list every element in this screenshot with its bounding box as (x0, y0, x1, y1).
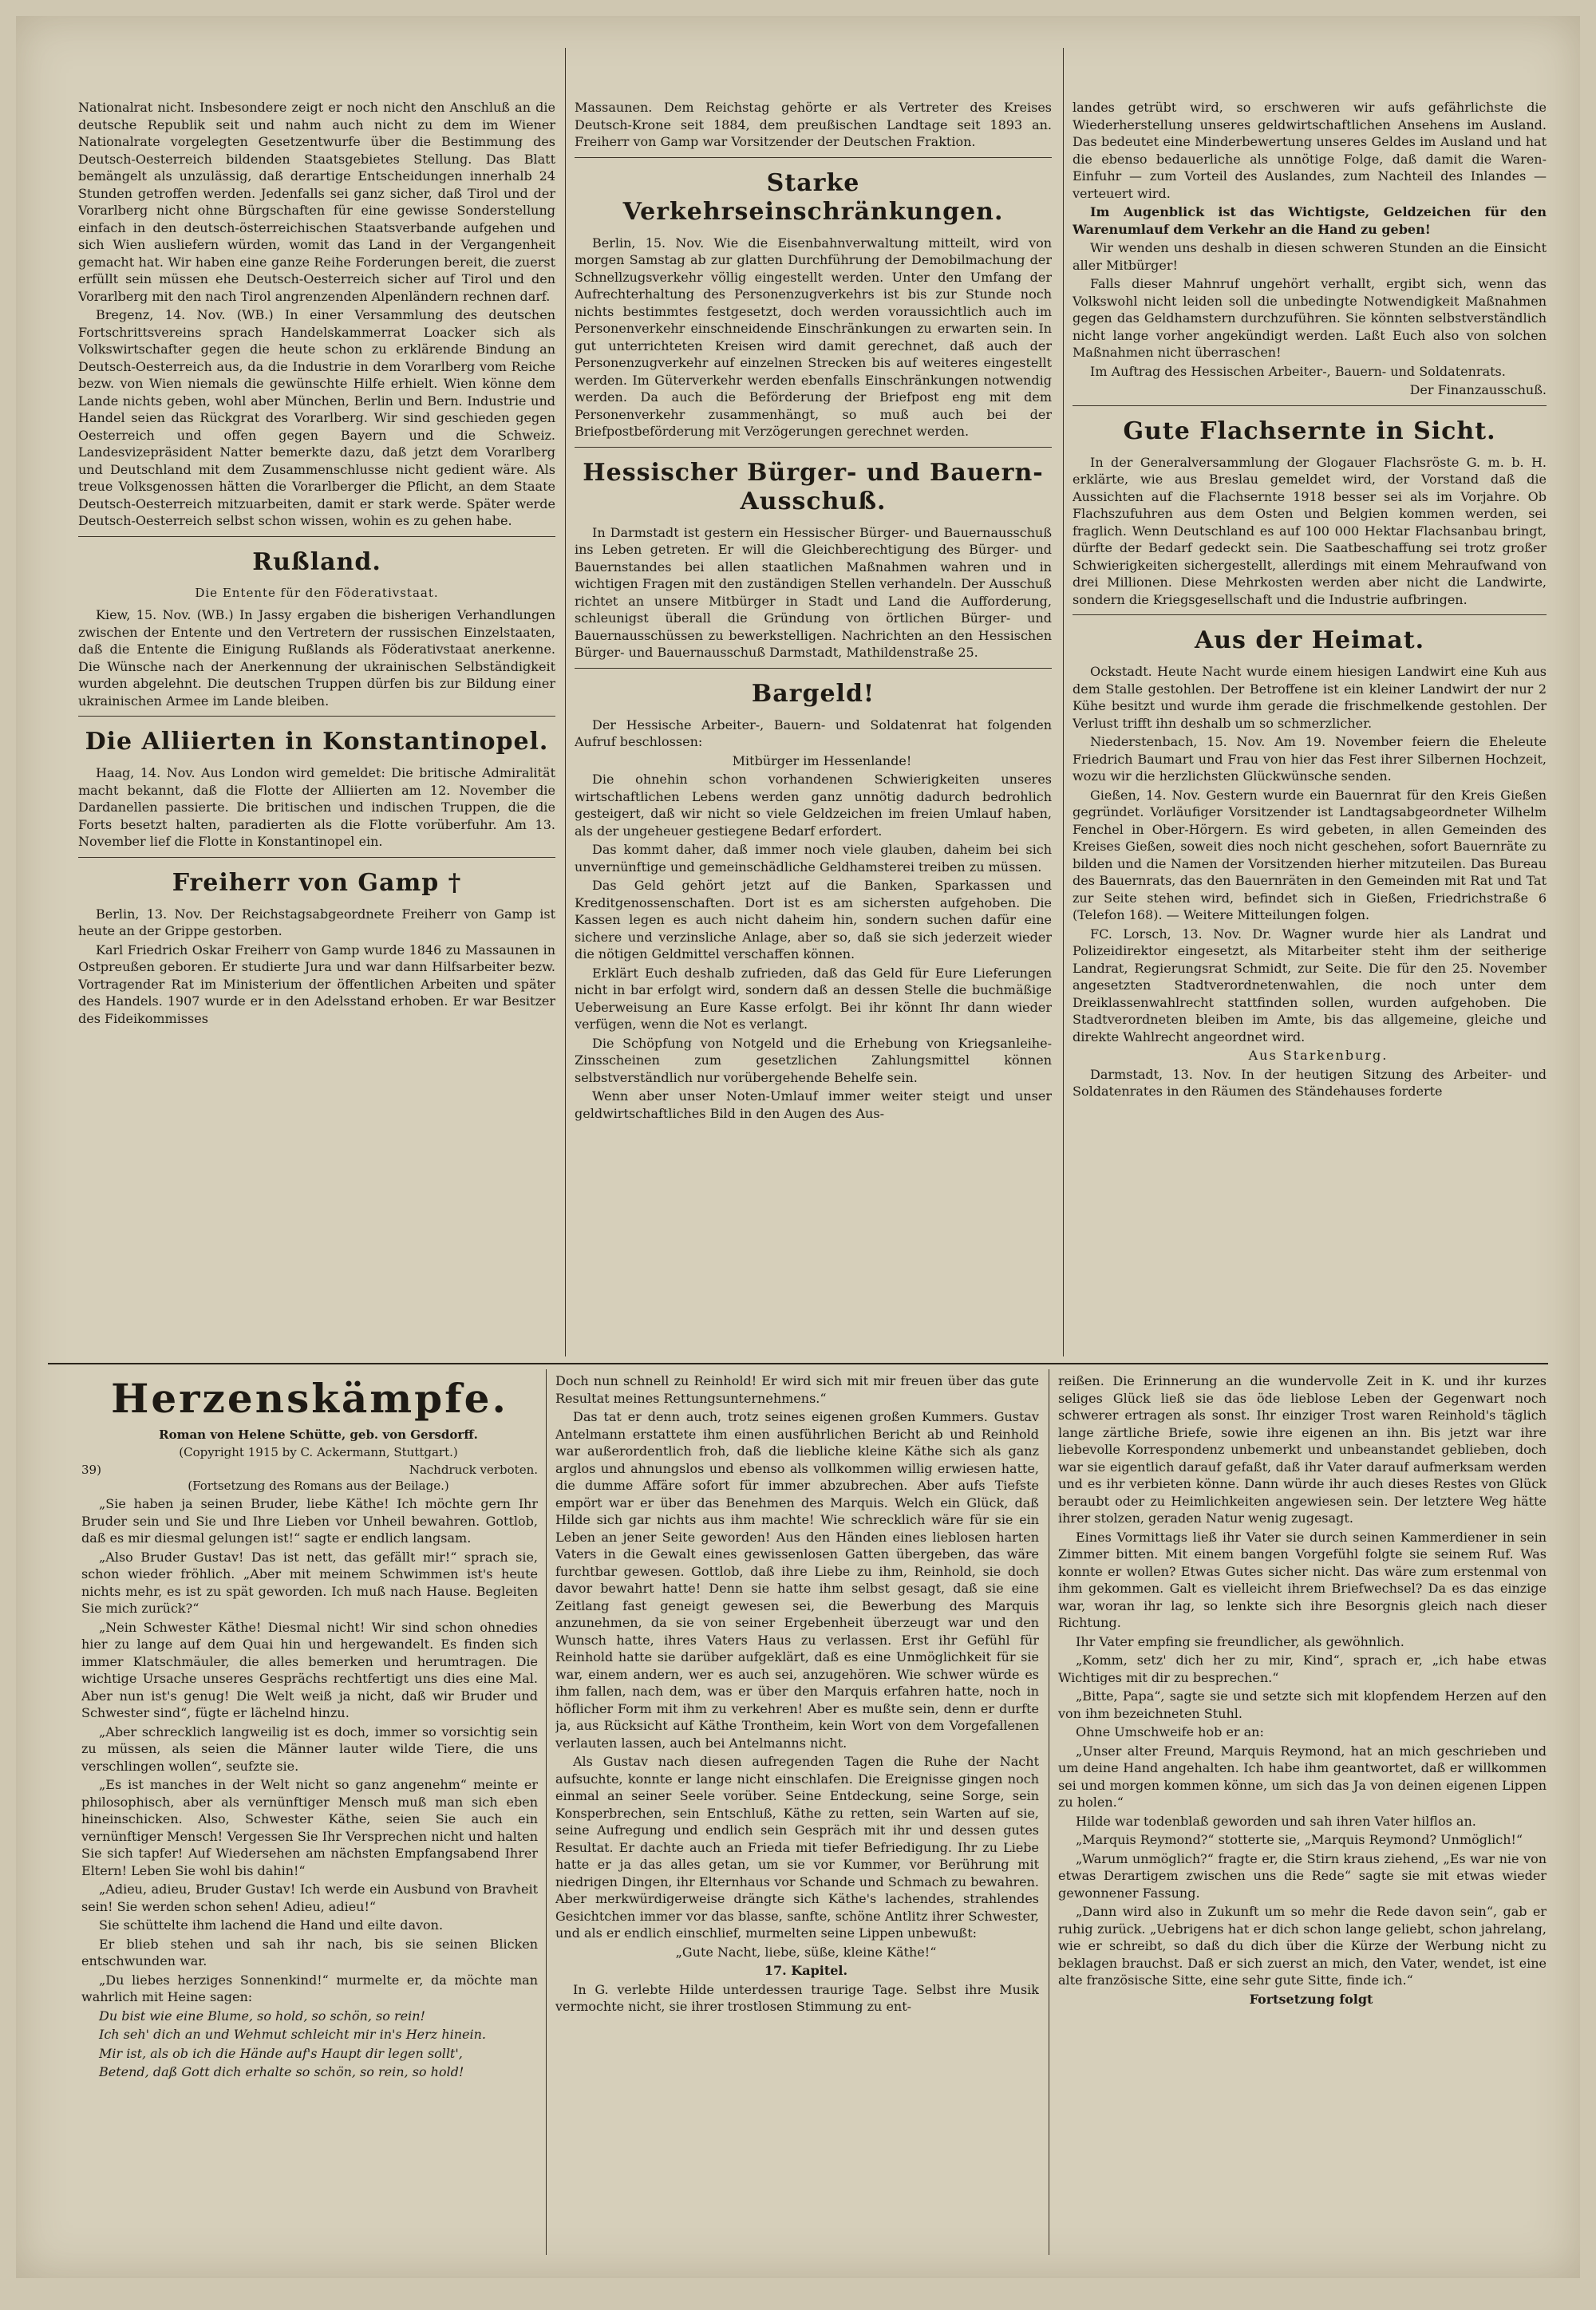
article-paragraph: Massaunen. Dem Reichstag gehörte er als Vertreter des Kreises Deutsch-Krone seit 1884, dem preußischen Landtage seit 1893 an. Freiherr von Gamp war Vorsitzender der Deutschen Fraktion. (575, 100, 1052, 149)
article-paragraph: Erklärt Euch deshalb zufrieden, daß das Geld für Eure Lieferungen nicht in bar erfolgt wird, sondern daß an dessen Stelle die buchmäßige Ueberweisung an Eure Kasse erfolgt. Bei ihr könnt Ihr dann wieder verfügen, wenn die Not es verlangt. (575, 965, 1052, 1032)
novel-meta-row (81, 1462, 538, 1478)
novel-paragraph: Er blieb stehen und sah ihr nach, bis sie seinen Blicken entschwunden war. (81, 1936, 538, 1968)
column-rule (565, 48, 566, 1356)
article-paragraph: Gießen, 14. Nov. Gestern wurde ein Bauernrat für den Kreis Gießen gegründet. Vorläufiger Vorsitzender ist Landtagsabgeordneter Wilhelm Fenchel in Ober-Hörgern. Es wird gebeten, in allen Gemeinden des Kreises Gießen, soweit dies noch nicht geschehen, sofort Bauernräte zu bilden und die Namen der Vorsitzenden hierher mitzuteilen. Das Bureau des Bauernrats, das den Bauernräten in den Gemeinden mit Rat und Tat zur Seite stehen wird, befindet sich in Gießen, Friedrichstraße 6 (Telefon 168). — Weitere Mitteilungen folgen. (1073, 787, 1547, 922)
novel-paragraph: „Nein Schwester Käthe! Diesmal nicht! Wir sind schon ohnedies hier zu lange auf dem Quai hin und hergewandelt. Es finden sich immer Klatschmäuler, die alles bemerken und herumtragen. Die wichtige Ursache unseres Gesprächs rechtfertigt uns dies eine Mal. Aber nun ist's genug! Die Welt weiß ja nicht, daß wir Bruder und Schwester sind“, fügte er lächelnd hinzu. (81, 1619, 538, 1720)
article-paragraph: Berlin, 15. Nov. Wie die Eisenbahnverwaltung mitteilt, wird von morgen Samstag ab zur glatten Durchführung der Demobilmachung der Schnellzugsverkehr völlig eingestellt werden. Unter den Umfang der Aufrechterhaltung des Personenzugverkehrs ist bis zur Stunde noch nichts bestimmtes festgesetzt, doch werden voraussichtlich auch im Personenverkehr einschneidende Einschränkungen zu erwarten sein. In gut unterrichteten Kreisen wird damit gerechnet, daß auch der Personenzugverkehr auf einzelnen Strecken bis auf weiteres eingestellt werden. Im Güterverkehr werden ebenfalls Einschränkungen notwendig werden. Da auch die Beförderung der Briefpost eng mit dem Personenverkehr zusammenhängt, so muß auch bei der Briefpostbeförderung mit Verzögerungen gerechnet werden. (575, 235, 1052, 439)
novel-paragraph: In G. verlebte Hilde unterdessen traurige Tage. Selbst ihre Musik vermochte nicht, sie ihrer trostlosen Stimmung zu ent- (555, 1981, 1039, 2014)
novel-paragraph: „Unser alter Freund, Marquis Reymond, hat an mich geschrieben und um deine Hand angehalten. Ich habe ihm geantwortet, daß er willkommen sei und morgen kommen könne, um sich das Ja von deinen eigenen Lippen zu holen.“ (1058, 1743, 1547, 1810)
divider (575, 668, 1052, 669)
novel-paragraph: „Bitte, Papa“, sagte sie und setzte sich mit klopfendem Herzen auf den von ihm bezeichneten Stuhl. (1058, 1688, 1547, 1721)
section-rule (48, 1363, 1548, 1364)
novel-column-3 (1058, 1372, 1547, 2258)
novel-copyright: (Copyright 1915 by C. Ackermann, Stuttgart.) (179, 1445, 458, 1459)
novel-paragraph: „Komm, setz' dich her zu mir, Kind“, sprach er, „ich habe etwas Wichtiges mit dir zu besprechen.“ (1058, 1653, 1547, 1685)
section-subheading: Aus Starkenburg. (1248, 1048, 1389, 1063)
article-paragraph: Kiew, 15. Nov. (WB.) In Jassy ergaben die bisherigen Verhandlungen zwischen der Entente und den Vertretern der russischen Einzelstaaten, daß die Entente die Einigung Rußlands als Föderativstaat anerkenne. Die Wünsche nach der Anerkennung der ukrainischen Selbständigkeit wurden abgelehnt. Die deutschen Truppen dürfen bis zur Bildung einer ukrainischen Armee im Lande bleiben. (78, 607, 555, 709)
novel-paragraph: Als Gustav nach diesen aufregenden Tagen die Ruhe der Nacht aufsuchte, konnte er lange nicht einschlafen. Die Ereignisse gingen noch einmal an seiner Seele vorüber. Seine Entdeckung, seine Sorge, sein Konsperbrechen, sein Entschluß, Käthe zu retten, sein Warten auf sie, seine Aufregung und endlich sein Gespräch mit ihr und dessen gutes Resultat. Er dachte auch an Frieda mit tiefer Befriedigung. Ihr zu Liebe hatte er ja das alles getan, um sie vor Kummer, vor Berührung mit niedrigen Dingen, ihr Elternhaus vor Schande und Schmach zu bewahren. Aber merkwürdigerweise drängte sich Käthe's lachendes, strahlendes Gesichtchen immer vor das blasse, sanfte, schöne Antlitz ihrer Schwester, und als er endlich einschlief, murmelten seine Lippen unbewußt: (555, 1754, 1039, 1941)
news-column-1 (78, 99, 555, 1360)
headline-heimat: Aus der Heimat. (1194, 626, 1425, 654)
article-paragraph: Haag, 14. Nov. Aus London wird gemeldet: Die britische Admiralität macht bekannt, daß die Flotte der Alliierten am 12. November die Dardanellen passierte. Die britischen und indischen Truppen, die die Forts besetzt halten, paradierten als die Flotte vorüberfuhr. Am 13. November lief die Flotte in Konstantinopel ein. (78, 765, 555, 849)
continuation-note: (Fortsetzung des Romans aus der Beilage.) (188, 1479, 449, 1493)
installment-number: 39) (81, 1463, 101, 1477)
article-paragraph: In der Generalversammlung der Glogauer Flachsröste G. m. b. H. erklärte, wie aus Breslau gemeldet wird, der Vorstand daß die Aussichten auf die Flachsernte 1918 besser sei als im Vorjahre. Ob Flachszufuhren aus dem Osten und Belgien kommen werden, sei fraglich. Wenn Deutschland es auf 100 000 Hektar Flachsanbau bringt, dürfte der Bedarf gedeckt sein. Die Saatbeschaffung sei trotz großer Schwierigkeiten sichergestellt, allerdings mit einem Mehraufwand von drei Millionen. Diese Mehrkosten werden aber nicht die Landwirte, sondern die Kriegsgesellschaft und die Industrie aufbringen. (1073, 454, 1547, 607)
newspaper-page (16, 16, 1580, 2278)
novel-paragraph: „Es ist manches in der Welt nicht so ganz angenehm“ meinte er philosophisch, aber als vernünftiger Mensch muß man sich eben hineinschicken. Also, Schwester Käthe, seien Sie auch ein vernünftiger Mensch! Vergessen Sie Ihr Versprechen nicht und halten Sie sich tapfer! Auf Wiedersehen am nächsten Empfangsabend Ihrer Eltern! Leben Sie wohl bis dahin!“ (81, 1777, 538, 1878)
article-paragraph: FC. Lorsch, 13. Nov. Dr. Wagner wurde hier als Landrat und Polizeidirektor eingesetzt, als Mitarbeiter steht ihm der seitherige Landrat, Regierungsrat Schmidt, zur Seite. Die für den 25. November angesetzten Stadtverordnetenwahlen, die noch unter dem Dreiklassenwahlrecht stattfinden sollen, wurden aufgehoben. Die Stadtverordneten bleiben im Amte, bis das allgemeine, gleiche und direkte Wahlrecht angeordnet wird. (1073, 926, 1547, 1044)
novel-paragraph: Hilde war todenblaß geworden und sah ihren Vater hilflos an. (1076, 1813, 1476, 1829)
article-paragraph: Darmstadt, 13. Nov. In der heutigen Sitzung des Arbeiter- und Soldatenrates in den Räumen des Ständehauses forderte (1073, 1066, 1547, 1099)
to-be-continued: Fortsetzung folgt (1249, 1991, 1373, 2007)
novel-byline: Roman von Helene Schütte, geb. von Gersdorff. (159, 1427, 478, 1442)
divider (78, 716, 555, 717)
headline-gamp: Freiherr von Gamp † (172, 868, 462, 897)
article-paragraph: landes getrübt wird, so erschweren wir aufs gefährlichste die Wiederherstellung unseres geldwirtschaftlichen Ansehens im Ausland. Das bedeutet eine Minderbewertung unseres Geldes im Ausland und hat die ebenso bedauerliche als unnötige Folge, daß damit die Waren-Einfuhr — zum Vorteil des Auslandes, zum Nachteil des Inlandes — verteuert wird. (1073, 100, 1547, 201)
article-paragraph: Das Geld gehört jetzt auf die Banken, Sparkassen und Kreditgenossenschaften. Dort ist es am sichersten aufgehoben. Die Kassen legen es auch nicht daheim hin, sondern suchen dafür eine sichere und verzinsliche Anlage, aber so, daß sie sich jederzeit wieder die nötigen Geldmittel verschaffen können. (575, 878, 1052, 962)
poem-line: Mir ist, als ob ich die Hände auf's Haupt dir legen sollt', (99, 2045, 463, 2061)
divider (575, 157, 1052, 158)
novel-paragraph: „Gute Nacht, liebe, süße, kleine Käthe!“ (675, 1944, 937, 1960)
divider (78, 536, 555, 537)
divider (1073, 614, 1547, 615)
article-paragraph: Karl Friedrich Oskar Freiherr von Gamp wurde 1846 zu Massaunen in Ostpreußen geboren. Er studierte Jura und war dann Hilfsarbeiter bezw. Vortragender Rat im Ministerium der öffentlichen Arbeiten und später des Handels. 1907 wurde er in den Adelsstand erhoben. Er war Besitzer des Fideikommisses (78, 942, 555, 1026)
novel-paragraph: „Adieu, adieu, Bruder Gustav! Ich werde ein Ausbund von Bravheit sein! Sie werden schon sehen! Adieu, adieu!“ (81, 1882, 538, 1914)
novel-paragraph: Ohne Umschweife hob er an: (1076, 1724, 1264, 1739)
article-paragraph: Falls dieser Mahnruf ungehört verhallt, ergibt sich, wenn das Volkswohl nicht leiden soll die unbedingte Notwendigkeit Maßnahmen gegen das Geldhamstern durchzuführen. Sie könnten selbstverständlich nicht lange vorher angekündigt werden. Laßt Euch also von solchen Maßnahmen nicht überraschen! (1073, 276, 1547, 360)
appeal-heading: Mitbürger im Hessenlande! (732, 752, 912, 768)
novel-paragraph: „Aber schrecklich langweilig ist es doch, immer so vorsichtig sein zu müssen, als seien die Männer lauter wilde Tiere, die uns verschlingen wollen“, seufzte sie. (81, 1724, 538, 1774)
news-column-2 (575, 99, 1052, 1360)
novel-paragraph: Das tat er denn auch, trotz seines eigenen großen Kummers. Gustav Antelmann erstattete ihm einen ausführlichen Bericht ab und Reinhold war außerordentlich froh, daß die liebliche kleine Käthe sich als ganz arglos und ahnungslos und ebenso als vollkommen willig erwiesen hatte, die dumme Affäre sofort für immer abzubrechen. Aber aufs Tiefste empört war er über das Benehmen des Marquis. Welch ein Glück, daß Hilde sich gar nichts aus ihm machte! Wie schrecklich wäre für sie ein Leben an jener Seite geworden! Aus den Händen eines lieblosen harten Vaters in die Gewalt eines gewissenlosen Gatten übergeben, das wäre furchtbar gewesen. Gottlob, daß ihre Liebe zu ihm, Reinhold, sie doch davor bewahrt hatte! Denn sie hatte ihm selbst gesagt, daß sie eine Zeitlang fast geneigt gewesen sei, die Bewerbung des Marquis anzunehmen, da sie von seiner Ergebenheit überzeugt war und den Wunsch hatte, ihres Vaters Haus zu verlassen. Erst ihr Gefühl für Reinhold hatte sie darüber aufgeklärt, daß es eine Unmöglichkeit für sie war, einem andern, wer es auch sei, anzugehören. Wie schwer würde es ihm fallen, nach dem, was er über den Marquis erfahren hatte, noch in höflicher Form mit ihm zu verkehren! Aber es mußte sein, denn er durfte ja, aus Rücksicht auf Käthe Trontheim, kein Wort von dem Vorgefallenen verlauten lassen, auch bei Antelmanns nicht. (555, 1409, 1039, 1751)
headline-ausschuss: Hessischer Bürger- und Bauern-Ausschuß. (583, 458, 1044, 515)
novel-paragraph: Ihr Vater empfing sie freundlicher, als gewöhnlich. (1076, 1633, 1404, 1649)
novel-paragraph: „Marquis Reymond?“ stotterte sie, „Marquis Reymond? Unmöglich!“ (1076, 1832, 1523, 1847)
article-paragraph: Die Schöpfung von Notgeld und die Erhebung von Kriegsanleihe-Zinsscheinen zum gesetzlichen Zahlungsmittel können selbstverständlich nur vorübergehende Behelfe sein. (575, 1035, 1052, 1085)
article-paragraph: Ockstadt. Heute Nacht wurde einem hiesigen Landwirt eine Kuh aus dem Stalle gestohlen. Der Betroffene ist ein kleiner Landwirt der nur 2 Kühe besitzt und wurde ihm gerade die frischmelkende gestohlen. Der Verlust trifft ihn deshalb um so schmerzlicher. (1073, 664, 1547, 731)
headline-bargeld: Bargeld! (751, 679, 875, 708)
novel-paragraph: „Dann wird also in Zukunft um so mehr die Rede davon sein“, gab er ruhig zurück. „Uebrigens hat er dich schon lange geliebt, schon jahrelang, wie er schreibt, so daß du dich über die Kürze der Werbung nicht zu beklagen brauchst. Daß er sich zuerst an mich, den Vater, wendet, ist eine alte französische Sitte, eine sehr gute Sitte, finde ich.“ (1058, 1904, 1547, 1988)
article-paragraph: Berlin, 13. Nov. Der Reichstagsabgeordnete Freiherr von Gamp ist heute an der Grippe gestorben. (78, 906, 555, 938)
article-paragraph: Wenn aber unser Noten-Umlauf immer weiter steigt und unser geldwirtschaftliches Bild in den Augen des Aus- (575, 1088, 1052, 1121)
article-paragraph: Im Auftrag des Hessischen Arbeiter-, Bauern- und Soldatenrats. (1090, 363, 1506, 379)
article-paragraph: Das kommt daher, daß immer noch viele glauben, daheim bei sich unvernünftige und gemeinschädliche Geldhamsterei treiben zu müssen. (575, 842, 1052, 875)
poem-line: Du bist wie eine Blume, so hold, so schön, so rein! (99, 2008, 425, 2024)
article-paragraph: Wir wenden uns deshalb in diesen schweren Stunden an die Einsicht aller Mitbürger! (1073, 240, 1547, 273)
novel-paragraph: Sie schüttelte ihm lachend die Hand und eilte davon. (99, 1917, 444, 1933)
headline-verkehr: Starke Verkehrseinschränkungen. (622, 168, 1004, 226)
news-column-3 (1073, 99, 1547, 1360)
novel-column-2 (555, 1372, 1039, 2258)
novel-paragraph: Doch nun schnell zu Reinhold! Er wird sich mit mir freuen über das gute Resultat meines Rettungsunternehmens.“ (555, 1373, 1039, 1406)
headline-flachs: Gute Flachsernte in Sicht. (1123, 417, 1496, 445)
column-rule (1063, 48, 1064, 1356)
divider (575, 447, 1052, 448)
article-paragraph: Nationalrat nicht. Insbesondere zeigt er noch nicht den Anschluß an die deutsche Republik seit und nahm auch nicht zu dem im Wiener Nationalrate vorgelegten Gesetzentwurfe über die Bestimmung des Deutsch-Oesterreich bildenden Staatsgebietes Stellung. Das Blatt bemängelt als unzulässig, daß derartige Entscheidungen innerhalb 24 Stunden getroffen werden. Jedenfalls sei ganz sicher, daß Tirol und der Vorarlberg nicht ohne Bürgschaften für eine gewisse Sonderstellung einfach in den deutsch-österreichischen Staatsverbande aufgehen und sich Wien ausliefern würden, womit das Land in der Vergangenheit gemacht hat. Wir haben eine ganze Reihe Forderungen bereit, die zuerst erfüllt sein müssen ehe Deutsch-Oesterreich sicher auf Tirol und den Vorarlberg mit den nach Tirol angrenzenden Alpenländern rechnen darf. (78, 100, 555, 304)
article-paragraph: Bregenz, 14. Nov. (WB.) In einer Versammlung des deutschen Fortschrittsvereins sprach Handelskammerrat Loacker sich als Volkswirtschafter gegen die heute schon zu erklärende Bindung an Deutsch-Oesterreich aus, da die Industrie in dem Vorarlberg vom Reiche bezw. von Wien niemals die gewünschte Hilfe erhielt. Wien könne dem Lande nichts geben, wohl aber München, Berlin und Bern. Industrie und Handel seien das Rückgrat des Vorarlberg. Wir sind geschieden gegen Oesterreich und offen gegen Bayern und die Schweiz. Landesvizepräsident Natter bemerkte dazu, daß jetzt dem Vorarlberg und Deutschland mit dem Zusammenschlusse nicht gedient wäre. Als treue Volksgenossen hätten die Vorarlberger die Pflicht, an dem Staate Deutsch-Oesterreich mitzuarbeiten, damit er stark werde. Später werde Deutsch-Oesterreich selbst schon wissen, wohin es zu gehen habe. (78, 307, 555, 528)
novel-paragraph: „Sie haben ja seinen Bruder, liebe Käthe! Ich möchte gern Ihr Bruder sein und Sie und Ihre Lieben vor Unheil bewahren. Gottlob, daß es mir diesmal gelungen ist!“ sagte er endlich langsam. (81, 1496, 538, 1546)
chapter-heading: 17. Kapitel. (764, 1963, 848, 1978)
novel-paragraph: „Du liebes herziges Sonnenkind!“ murmelte er, da möchte man wahrlich mit Heine sagen: (81, 1972, 538, 2004)
novel-paragraph: „Warum unmöglich?“ fragte er, die Stirn kraus ziehend, „Es war nie von etwas Derartigem zwischen uns die Rede“ sagte sie mit etwas wieder gewonnener Fassung. (1058, 1850, 1547, 1901)
novel-column-1 (81, 1372, 538, 2258)
article-paragraph: Im Augenblick ist das Wichtigste, Geldzeichen für den Warenumlauf dem Verkehr an die Hand zu geben! (1073, 204, 1547, 237)
poem-line: Ich seh' dich an und Wehmut schleicht mir in's Herz hinein. (99, 2027, 487, 2042)
headline-alliierten: Die Alliierten in Konstantinopel. (85, 728, 549, 756)
divider (1073, 405, 1547, 406)
poem-line: Betend, daß Gott dich erhalte so schön, so rein, so hold! (99, 2064, 464, 2079)
divider (78, 857, 555, 858)
article-paragraph: In Darmstadt ist gestern ein Hessischer Bürger- und Bauernausschuß ins Leben getreten. Er will die Gleichberechtigung des Bürger- und Bauernstandes bei allen staatlichen Maßnahmen wahren und in wichtigen Fragen mit den zuständigen Stellen verhandeln. Der Ausschuß richtet an unsere Mitbürger in Stadt und Land die Aufforderung, schleunigst überall die Gründung von örtlichen Bürger- und Bauernausschüssen zu bewerkstelligen. Nachrichten an den Hessischen Bürger- und Bauernausschuß Darmstadt, Mathildenstraße 25. (575, 524, 1052, 660)
article-paragraph: Die ohnehin schon vorhandenen Schwierigkeiten unseres wirtschaftlichen Lebens werden ganz unnötig dadurch bedrohlich gesteigert, daß wir nicht so viele Geldzeichen im freien Umlauf haben, als der ungeheuer gestiegene Bedarf erfordert. (575, 772, 1052, 839)
article-paragraph: Niederstenbach, 15. Nov. Am 19. November feiern die Eheleute Friedrich Baumart und Frau von hier das Fest ihrer Silbernen Hochzeit, wozu wir die herzlichsten Glückwünsche senden. (1073, 734, 1547, 784)
headline-russland: Rußland. (252, 547, 381, 576)
subheadline: Die Entente für den Föderativstaat. (195, 585, 439, 600)
novel-title: Herzenskämpfe. (111, 1375, 508, 1422)
signature: Der Finanzausschuß. (1409, 382, 1547, 397)
novel-paragraph: „Also Bruder Gustav! Das ist nett, das gefällt mir!“ sprach sie, schon wieder fröhlich. „Aber mit meinem Schwimmen ist's heute nichts mehr, es ist zu spät geworden. Ich muß nach Hause. Begleiten Sie mich zurück?“ (81, 1549, 538, 1616)
novel-paragraph: reißen. Die Erinnerung an die wundervolle Zeit in K. und ihr kurzes seliges Glück ließ sie das öde lieblose Leben der Gegenwart noch schwerer ertragen als sonst. Ihr einziger Trost waren Reinhold's täglich lange zärtliche Briefe, sowie ihre eigenen an ihn. Bis jetzt war ihre liebevolle Korrespondenz unbemerkt und unbeanstandet geblieben, doch war sie eigentlich darauf gefaßt, daß ihr Vater darauf aufmerksam werden und es ihr verbieten könne. Dann würde ihr auch dieses Restes von Glück beraubt oder zu Heimlichkeiten angewiesen sein. Der letztere Weg hätte ihrer stolzen, geraden Natur wenig zugesagt. (1058, 1373, 1547, 1526)
article-paragraph: Der Hessische Arbeiter-, Bauern- und Soldatenrat hat folgenden Aufruf beschlossen: (575, 717, 1052, 749)
reprint-notice: Nachdruck verboten. (409, 1463, 538, 1477)
column-rule (546, 1369, 547, 2255)
novel-paragraph: Eines Vormittags ließ ihr Vater sie durch seinen Kammerdiener in sein Zimmer bitten. Mit einem bangen Vorgefühl folgte sie seinem Ruf. Was konnte er wollen? Etwas Gutes sicher nicht. Das wäre zum erstenmal von ihm gekommen. Galt es vielleicht ihrem Briefwechsel? Da es das einzige war, woran ihr lag, so lenkte sich ihre Besorgnis gleich nach dieser Richtung. (1058, 1529, 1547, 1630)
